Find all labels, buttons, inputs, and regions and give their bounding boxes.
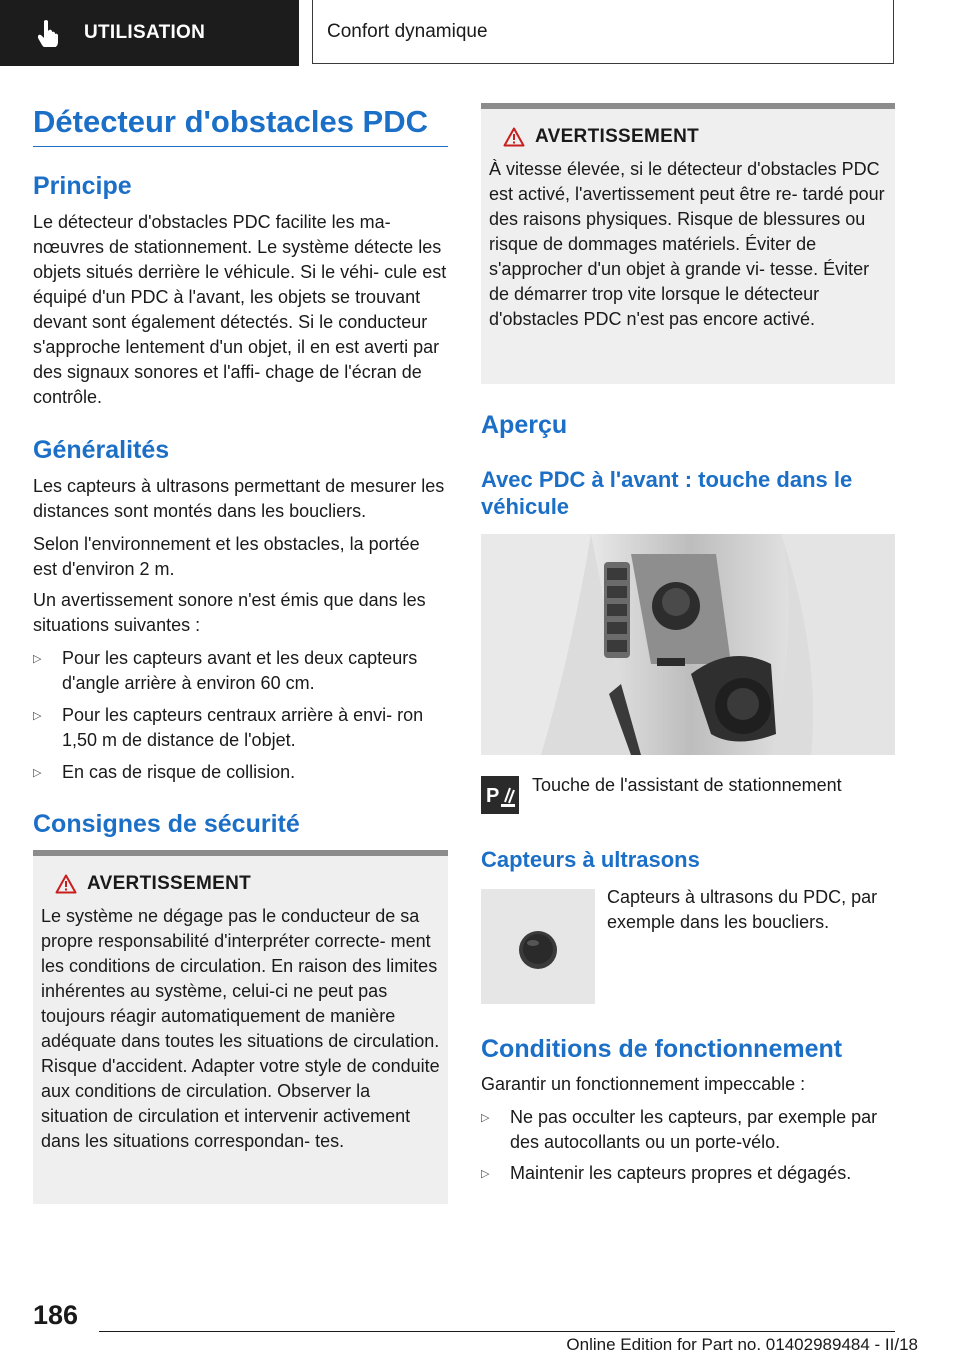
page-number: 186 <box>33 1300 79 1330</box>
generalites-paragraph-3: Un avertissement sonore n'est émis que dans les situations suivantes : <box>33 590 426 635</box>
page-title: Détecteur d'obstacles PDC <box>33 104 428 139</box>
triangle-bullet-icon: ▷ <box>33 767 42 779</box>
triangle-bullet-icon: ▷ <box>33 710 42 722</box>
list-item: ▷ En cas de risque de collision. <box>33 760 448 786</box>
apercu-heading: Aperçu <box>481 411 568 439</box>
list-item: ▷ Maintenir les capteurs propres et dégagés. <box>481 1161 895 1187</box>
avec-pdc-heading: Avec PDC à l'avant : touche dans le véhicule <box>481 467 853 519</box>
hand-pointer-icon <box>38 19 64 47</box>
warning-header <box>41 870 440 898</box>
parking-assistant-button-icon <box>481 776 519 814</box>
list-item: ▷ Pour les capteurs centraux arrière à envi‐ ron 1,50 m de distance de l'objet. <box>33 703 448 753</box>
warning-text: Le système ne dégage pas le conducteur de sa propre responsabilité d'interpréter correcte‐ ment les conditions de circulation. En raison des limites inhérentes au système, celui-ci ne peut pas toujours réagir automatiquement de manière adéquate dans toutes les situations de circulation. Risque d'accident. Adapter votre style de conduite aux conditions de circulation. Observer la situation de circulation et intervenir activement dans les situations correspondan‐ tes. <box>41 906 440 1151</box>
warning-box <box>33 850 448 1204</box>
generalites-paragraph-2: Selon l'environnement et les obstacles, la portée est d'environ 2 m. <box>33 534 420 579</box>
chapter-title: UTILISATION <box>84 22 206 43</box>
consignes-heading: Consignes de sécurité <box>33 810 300 838</box>
capteurs-heading: Capteurs à ultrasons <box>481 847 700 872</box>
title-rule <box>33 146 448 147</box>
warning-triangle-icon <box>55 874 77 894</box>
triangle-bullet-icon: ▷ <box>481 1168 490 1180</box>
generalites-heading: Généralités <box>33 436 170 464</box>
list-item: ▷ Pour les capteurs avant et les deux capteurs d'angle arrière à environ 60 cm. <box>33 646 448 696</box>
ultrasonic-sensor-image <box>481 889 595 1004</box>
vehicle-console-photo <box>481 534 895 755</box>
svg-text:P: P <box>486 785 500 807</box>
principe-heading: Principe <box>33 172 132 200</box>
footer-rule <box>99 1331 895 1332</box>
warning-text: À vitesse élevée, si le détecteur d'obstacles PDC est activé, l'avertissement peut être re‐ tardé pour des raisons physiques. Risque de blessures ou risque de dommages matériels. Éviter de s'approcher d'un objet à grande vi‐ tesse. Éviter de démarrer trop vite lorsque le détecteur d'obstacles PDC n'est pas encore activé. <box>489 159 885 329</box>
principe-text: Le détecteur d'obstacles PDC facilite les ma‐ nœuvres de stationnement. Le système détecte les objets situés derrière le véhicule. Si le véhi‐ cule est équipé d'un PDC à l'avant, les objets se trouvant devant sont également détectés. Si le conducteur s'approche lentement d'un objet, il en est averti par des signaux sonores et l'affi‐ chage de l'écran de contrôle. <box>33 212 447 407</box>
edition-footer: Online Edition for Part no. 01402989484 - II/18 <box>566 1335 918 1354</box>
touche-caption: Touche de l'assistant de stationnement <box>532 775 842 795</box>
conditions-heading: Conditions de fonctionnement <box>481 1035 843 1063</box>
capteurs-text: Capteurs à ultrasons du PDC, par exemple dans les boucliers. <box>607 887 878 932</box>
section-title: Confort dynamique <box>327 20 488 42</box>
triangle-bullet-icon: ▷ <box>33 653 42 665</box>
generalites-paragraph-1: Les capteurs à ultrasons permettant de mesurer les distances sont montés dans les boucliers. <box>33 476 445 521</box>
warning-triangle-icon <box>503 127 525 147</box>
warning-label: AVERTISSEMENT <box>87 873 252 894</box>
warning-label: AVERTISSEMENT <box>535 126 700 147</box>
chapter-tab <box>0 0 299 66</box>
list-item: ▷ Ne pas occulter les capteurs, par exemple par des autocollants ou un porte-vélo. <box>481 1105 895 1155</box>
conditions-intro: Garantir un fonctionnement impeccable : <box>481 1074 806 1094</box>
section-tab <box>312 0 894 64</box>
warning-box <box>481 103 895 384</box>
warning-header <box>489 123 887 151</box>
triangle-bullet-icon: ▷ <box>481 1112 490 1124</box>
